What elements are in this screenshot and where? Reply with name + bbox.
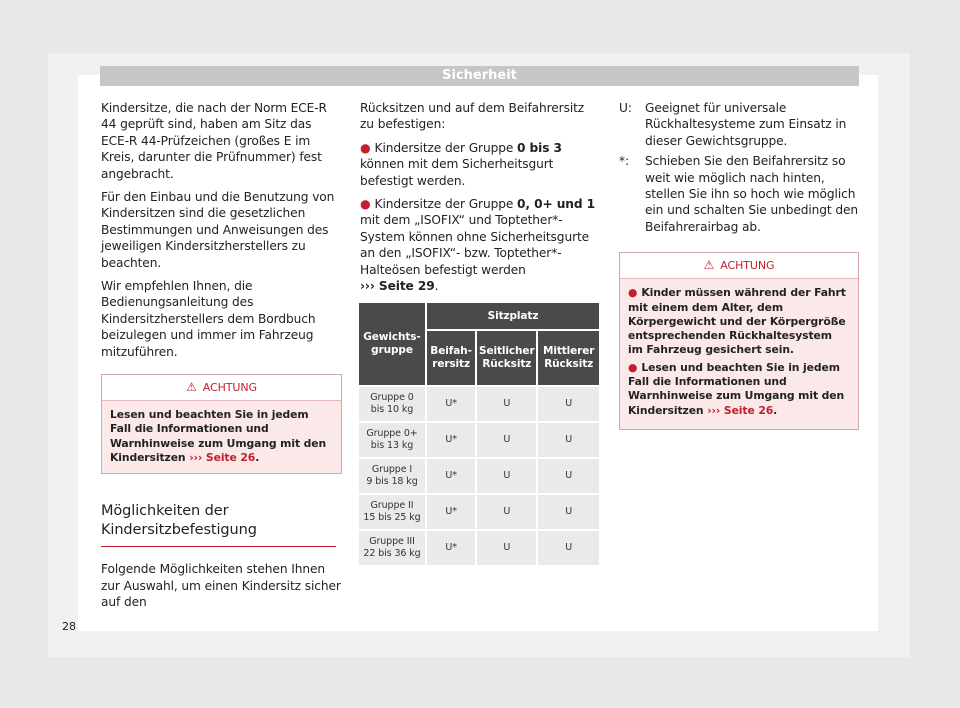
definition-list — [619, 100, 859, 235]
table-cell: U* — [427, 459, 475, 493]
warning-text: Lesen und beachten Sie in jedem Fall die Informationen und Warnhinweise zum Umgang mit den Kindersitzen — [110, 408, 327, 464]
table-cell-group: Gruppe II 15 bis 25 kg — [359, 495, 425, 529]
paragraph: Rücksitzen und auf dem Beifahrersitz zu befestigen: — [360, 101, 585, 132]
bullet-icon: ● — [360, 197, 371, 212]
bullet-item: ● Kindersitze der Gruppe 0, 0+ und 1 mit dem „ISOFIX“ und Toptether*-System können ohne Sicherheitsgurte an den „ISOFIX“- bzw. Toptether*-Halteösen befestigt werden ››› Seite 29. — [360, 197, 596, 294]
table-cell: U — [538, 387, 599, 421]
seat-table — [357, 301, 601, 567]
table-cell: U — [477, 387, 536, 421]
paragraph: Folgende Möglichkeiten stehen Ihnen zur Auswahl, um einen Kindersitz sicher auf den — [101, 562, 341, 610]
column-1 — [101, 100, 342, 618]
definition-term: U: — [619, 101, 632, 115]
table-header: Seitlicher Rücksitz — [477, 331, 536, 385]
table-cell: U* — [427, 531, 475, 565]
page-number: 28 — [62, 620, 76, 633]
column-3 — [619, 100, 859, 430]
bullet-text: können mit dem Sicherheitsgurt befestigt werden. — [360, 157, 554, 188]
table-cell: U — [477, 459, 536, 493]
table-cell: U — [538, 459, 599, 493]
table-cell: U — [538, 423, 599, 457]
table-cell: U* — [427, 387, 475, 421]
warning-box — [101, 374, 342, 474]
table-header: Mittlerer Rücksitz — [538, 331, 599, 385]
table-cell-group: Gruppe I 9 bis 18 kg — [359, 459, 425, 493]
table-row — [359, 387, 599, 421]
table-cell: U — [538, 495, 599, 529]
paragraph: Kindersitze, die nach der Norm ECE-R 44 geprüft sind, haben am Sitz das ECE-R 44-Prüfzeichen (großes E im Kreis, darunter die Prüfnummer) fest angebracht. — [101, 101, 327, 181]
definition-row — [619, 100, 859, 149]
bullet-text: mit dem „ISOFIX“ und Toptether*-System können ohne Sicherheitsgurte an den „ISOFIX“- bzw. Toptether*-Halteösen befestigt werden — [360, 213, 590, 277]
bullet-bold: 0, 0+ und 1 — [517, 197, 596, 212]
definition-row — [619, 153, 859, 235]
bullet-icon: ● — [360, 140, 371, 155]
bullet-bold: 0 bis 3 — [517, 140, 562, 155]
bullet-text: Kindersitze der Gruppe — [374, 197, 518, 212]
bullet-icon: ● — [628, 360, 638, 374]
section-heading: Möglichkeiten der Kindersitzbefestigung — [101, 502, 336, 547]
warning-header — [102, 375, 341, 401]
table-cell-group: Gruppe 0+ bis 13 kg — [359, 423, 425, 457]
table-cell: U* — [427, 495, 475, 529]
warning-body: Lesen und beachten Sie in jedem Fall die Informationen und Warnhinweise zum Umgang mit den Kindersitzen ››› Seite 26. — [110, 408, 327, 464]
warning-triangle-icon: ⚠ — [186, 380, 197, 395]
bullet-text: Kindersitze der Gruppe — [374, 140, 518, 155]
table-row — [359, 495, 599, 529]
column-2 — [360, 100, 600, 567]
warning-item: ● Kinder müssen während der Fahrt mit einem dem Alter, dem Körpergewicht und der Körpergröße entsprechenden Rückhaltesystem im Fahrzeug gesichert sein. — [628, 286, 846, 357]
table-row — [359, 423, 599, 457]
table-cell: U — [538, 531, 599, 565]
warning-box — [619, 252, 859, 430]
warning-header — [620, 253, 858, 279]
table-row — [359, 531, 599, 565]
table-cell-group: Gruppe 0 bis 10 kg — [359, 387, 425, 421]
table-cell: U — [477, 423, 536, 457]
table-row — [359, 459, 599, 493]
section-header: Sicherheit — [100, 66, 859, 86]
table-cell: U — [477, 531, 536, 565]
table-cell: U* — [427, 423, 475, 457]
table-header: Beifahrersitz — [427, 331, 475, 385]
table-cell: U — [477, 495, 536, 529]
definition-desc: Geeignet für universale Rückhaltesysteme zum Einsatz in dieser Gewichtsgruppe. — [645, 101, 847, 148]
paragraph: Für den Einbau und die Benutzung von Kindersitzen sind die gesetzlichen Bestimmungen und Anweisungen des jeweiligen Kindersitzherstellers zu beachten. — [101, 190, 335, 270]
definition-desc: Schieben Sie den Beifahrersitz so weit wie möglich nach hinten, stellen Sie ihn so hoch wie möglich ein und schalten Sie unbedingt den Beifahrerairbag ab. — [645, 154, 859, 234]
warning-body — [620, 279, 858, 429]
page-reference-link[interactable]: ››› Seite 26 — [707, 403, 774, 417]
warning-triangle-icon: ⚠ — [703, 258, 715, 273]
warning-title: ACHTUNG — [202, 381, 257, 395]
definition-term: *: — [619, 154, 629, 169]
bullet-item — [360, 140, 600, 189]
table-header-group: Gewichtsgruppe — [359, 303, 425, 385]
warning-item: ● Lesen und beachten Sie in jedem Fall die Informationen und Warnhinweise zum Umgang mit den Kindersitzen ››› Seite 26. — [628, 360, 845, 417]
paragraph: Wir empfehlen Ihnen, die Bedienungsanleitung des Kindersitzherstellers dem Bordbuch beizulegen und immer im Fahrzeug mitzuführen. — [101, 279, 316, 359]
arrow-icon: ››› — [189, 450, 203, 464]
warning-title: ACHTUNG — [720, 259, 775, 273]
page-reference-link[interactable]: ››› Seite 29 — [360, 279, 435, 294]
table-header-sitzplatz: Sitzplatz — [427, 303, 599, 329]
page-reference-link[interactable]: Seite 26 — [205, 450, 256, 464]
table-cell-group: Gruppe III 22 bis 36 kg — [359, 531, 425, 565]
bullet-icon: ● — [628, 286, 638, 300]
